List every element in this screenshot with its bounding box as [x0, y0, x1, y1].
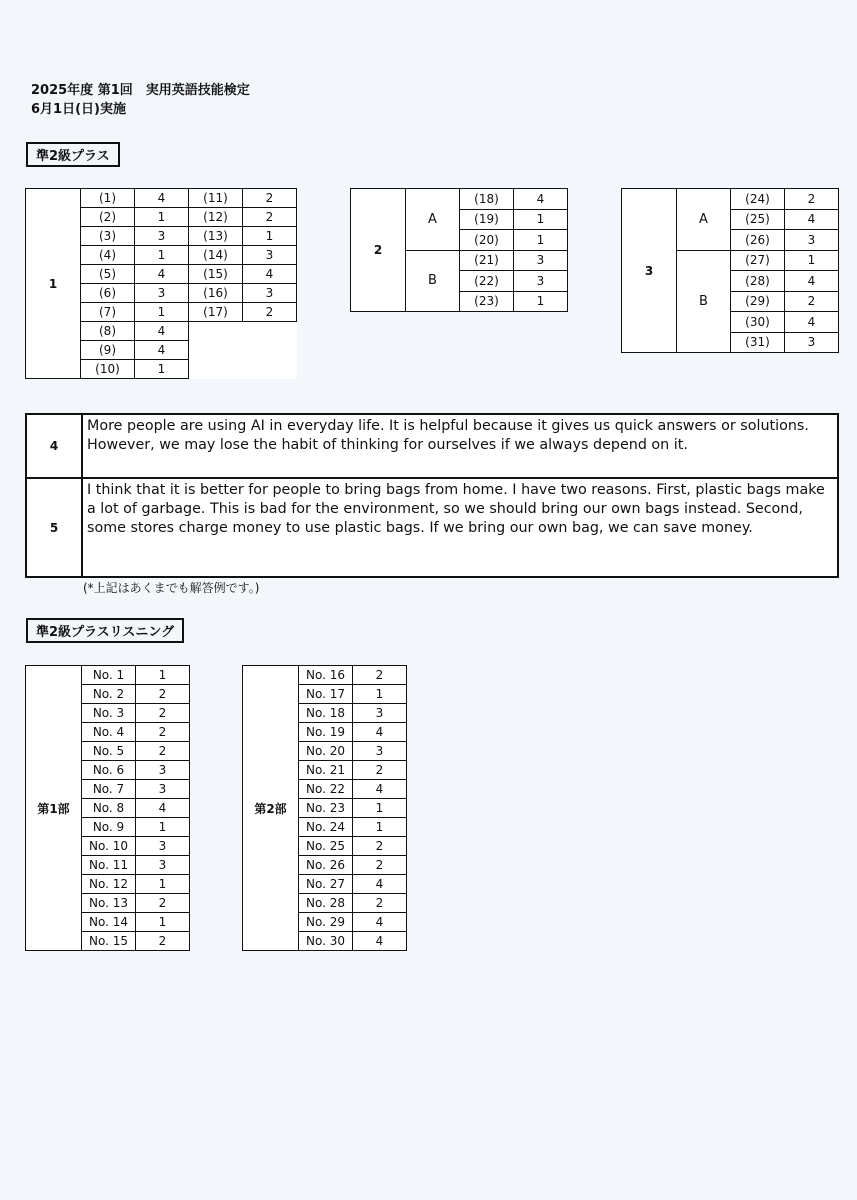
answer-value: 3 — [514, 250, 568, 271]
question-number: No. 26 — [299, 856, 353, 875]
answer-value: 4 — [353, 780, 407, 799]
answer-value: 4 — [135, 341, 189, 360]
answer-value: 1 — [785, 250, 839, 271]
answer-value: 3 — [243, 246, 297, 265]
answer-value: 2 — [136, 685, 190, 704]
answer-value: 4 — [135, 189, 189, 208]
question-number: No. 18 — [299, 704, 353, 723]
part-label: 第2部 — [243, 666, 299, 951]
answer-value: 3 — [353, 704, 407, 723]
question-number: No. 3 — [82, 704, 136, 723]
answer-value: 2 — [353, 894, 407, 913]
question-number: No. 14 — [82, 913, 136, 932]
question-number: (15) — [189, 265, 243, 284]
question-number: (10) — [81, 360, 135, 379]
essay-answer-table — [25, 413, 839, 578]
question-number: No. 2 — [82, 685, 136, 704]
question-number: (3) — [81, 227, 135, 246]
question-number: (2) — [81, 208, 135, 227]
question-number: No. 10 — [82, 837, 136, 856]
answer-value: 1 — [353, 818, 407, 837]
question-number: No. 23 — [299, 799, 353, 818]
question-number: No. 15 — [82, 932, 136, 951]
question-number: (8) — [81, 322, 135, 341]
answer-value: 2 — [136, 723, 190, 742]
question-number: (26) — [731, 230, 785, 251]
answer-value: 1 — [135, 246, 189, 265]
question-number: (28) — [731, 271, 785, 292]
answer-value: 2 — [353, 837, 407, 856]
part-label: 第1部 — [26, 666, 82, 951]
answer-value: 4 — [136, 799, 190, 818]
answer-value: 2 — [136, 932, 190, 951]
answer-value: 3 — [135, 227, 189, 246]
question-number: No. 28 — [299, 894, 353, 913]
answer-value: 1 — [514, 230, 568, 251]
answer-value: 3 — [785, 230, 839, 251]
question-number: No. 25 — [299, 837, 353, 856]
question-4-answer: More people are using AI in everyday life. It is helpful because it gives us quick answers or solutions. However, we may lose the habit of thinking for ourselves if we always depend on it. — [82, 414, 838, 478]
question-number: (16) — [189, 284, 243, 303]
answer-value: 3 — [136, 761, 190, 780]
question-number: No. 7 — [82, 780, 136, 799]
question-number: No. 24 — [299, 818, 353, 837]
question-number: No. 1 — [82, 666, 136, 685]
question-5-answer: I think that it is better for people to bring bags from home. I have two reasons. First, plastic bags make a lot of garbage. This is bad for the environment, so we should bring our own bags instead. Second, some stores charge money to use plastic bags. If we bring our own bag, we can save money. — [82, 478, 838, 577]
part3-answer-table — [621, 188, 839, 353]
question-number: (9) — [81, 341, 135, 360]
question-number: No. 30 — [299, 932, 353, 951]
answer-value: 2 — [136, 894, 190, 913]
question-number: (17) — [189, 303, 243, 322]
question-number: No. 11 — [82, 856, 136, 875]
group-label-a: A — [406, 189, 460, 251]
exam-date: 6月1日(日)実施 — [31, 102, 126, 117]
answer-value: 3 — [243, 284, 297, 303]
answer-value: 4 — [243, 265, 297, 284]
answer-value: 3 — [785, 332, 839, 353]
question-number: No. 8 — [82, 799, 136, 818]
question-number: (22) — [460, 271, 514, 292]
question-number: No. 21 — [299, 761, 353, 780]
answer-value: 2 — [353, 761, 407, 780]
answer-value: 1 — [136, 913, 190, 932]
question-number: (21) — [460, 250, 514, 271]
answer-row — [243, 666, 407, 685]
sample-answer-note: (*上記はあくまでも解答例です。) — [83, 581, 260, 595]
question-number: (30) — [731, 312, 785, 333]
question-number: (27) — [731, 250, 785, 271]
answer-value: 2 — [243, 208, 297, 227]
question-number: (23) — [460, 291, 514, 312]
question-number: No. 13 — [82, 894, 136, 913]
answer-value: 4 — [353, 875, 407, 894]
part-label: 2 — [351, 189, 406, 312]
question-number: (29) — [731, 291, 785, 312]
answer-value: 1 — [135, 303, 189, 322]
question-number: No. 29 — [299, 913, 353, 932]
part1-answer-table — [25, 188, 297, 379]
answer-value: 1 — [353, 685, 407, 704]
answer-value: 2 — [353, 856, 407, 875]
exam-title: 2025年度 第1回 実用英語技能検定 — [31, 83, 250, 98]
question-number: No. 20 — [299, 742, 353, 761]
question-number: No. 16 — [299, 666, 353, 685]
answer-value: 2 — [136, 742, 190, 761]
question-number: (1) — [81, 189, 135, 208]
question-number: No. 27 — [299, 875, 353, 894]
answer-value: 4 — [135, 322, 189, 341]
answer-value: 1 — [135, 208, 189, 227]
answer-value: 3 — [353, 742, 407, 761]
answer-value: 4 — [353, 913, 407, 932]
answer-value: 3 — [136, 856, 190, 875]
answer-value: 2 — [243, 303, 297, 322]
answer-value: 1 — [136, 818, 190, 837]
question-number: No. 5 — [82, 742, 136, 761]
answer-value: 4 — [353, 723, 407, 742]
question-number: (7) — [81, 303, 135, 322]
group-label-a: A — [677, 189, 731, 251]
answer-value: 4 — [785, 312, 839, 333]
part-label: 3 — [622, 189, 677, 353]
answer-value: 1 — [136, 875, 190, 894]
answer-value: 1 — [135, 360, 189, 379]
question-4-label: 4 — [26, 414, 82, 478]
answer-value: 1 — [514, 291, 568, 312]
answer-value: 1 — [243, 227, 297, 246]
answer-value: 4 — [785, 271, 839, 292]
part2-answer-table — [350, 188, 568, 312]
listening-part1-table — [25, 665, 190, 951]
question-number: (11) — [189, 189, 243, 208]
answer-value: 3 — [136, 837, 190, 856]
question-number: (19) — [460, 209, 514, 230]
question-number: (6) — [81, 284, 135, 303]
question-number: (24) — [731, 189, 785, 210]
question-number: No. 4 — [82, 723, 136, 742]
answer-value: 1 — [353, 799, 407, 818]
answer-value: 1 — [514, 209, 568, 230]
answer-value: 3 — [135, 284, 189, 303]
question-number: No. 12 — [82, 875, 136, 894]
question-number: (20) — [460, 230, 514, 251]
answer-row — [26, 189, 297, 208]
answer-value: 3 — [136, 780, 190, 799]
answer-value: 2 — [353, 666, 407, 685]
answer-value: 2 — [785, 189, 839, 210]
question-number: (31) — [731, 332, 785, 353]
group-label-b: B — [677, 250, 731, 353]
question-number: No. 22 — [299, 780, 353, 799]
answer-value: 4 — [135, 265, 189, 284]
question-number: No. 9 — [82, 818, 136, 837]
question-number: No. 17 — [299, 685, 353, 704]
listening-part2-table — [242, 665, 407, 951]
blank-cell — [189, 322, 297, 379]
section-title-grade: 準2級プラス — [26, 142, 120, 167]
group-label-b: B — [406, 250, 460, 312]
question-number: (18) — [460, 189, 514, 210]
answer-value: 3 — [514, 271, 568, 292]
question-number: (5) — [81, 265, 135, 284]
question-number: (13) — [189, 227, 243, 246]
question-number: (25) — [731, 209, 785, 230]
question-number: (12) — [189, 208, 243, 227]
section-title-listening: 準2級プラスリスニング — [26, 618, 184, 643]
answer-row — [622, 189, 839, 210]
answer-row — [351, 189, 568, 210]
answer-value: 4 — [353, 932, 407, 951]
answer-value: 2 — [243, 189, 297, 208]
question-number: No. 6 — [82, 761, 136, 780]
question-number: (14) — [189, 246, 243, 265]
answer-value: 2 — [136, 704, 190, 723]
question-number: (4) — [81, 246, 135, 265]
question-5-label: 5 — [26, 478, 82, 577]
answer-value: 4 — [785, 209, 839, 230]
answer-value: 1 — [136, 666, 190, 685]
answer-value: 2 — [785, 291, 839, 312]
answer-value: 4 — [514, 189, 568, 210]
question-number: No. 19 — [299, 723, 353, 742]
part-label: 1 — [26, 189, 81, 379]
answer-row — [26, 666, 190, 685]
